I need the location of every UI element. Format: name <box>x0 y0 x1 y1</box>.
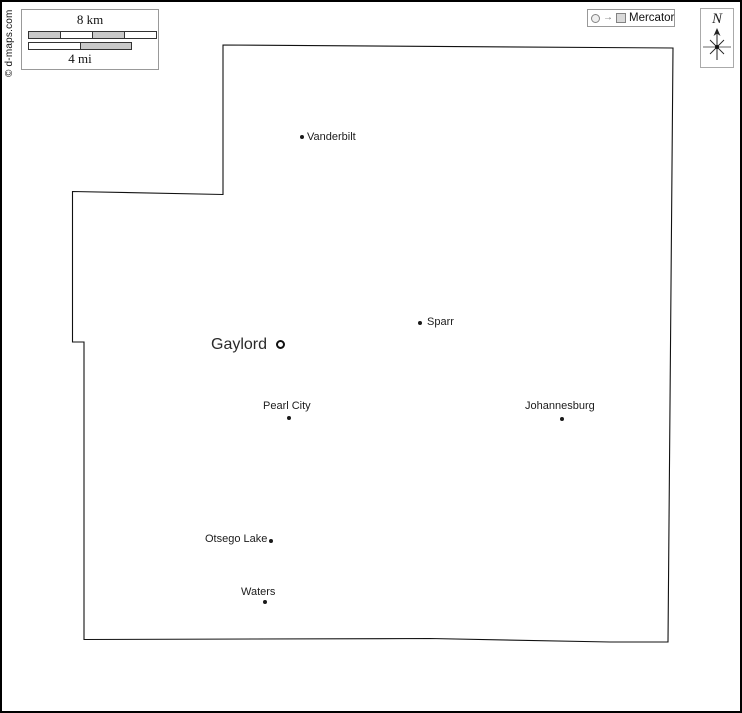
place-marker-johannesburg <box>560 417 564 421</box>
county-boundary-outline <box>2 2 740 711</box>
scale-km-label: 8 km <box>76 12 104 27</box>
compass-star-icon <box>702 27 732 63</box>
place-label-johannesburg: Johannesburg <box>525 400 595 412</box>
attribution-text: © d-maps.com <box>4 9 15 77</box>
globe-circle-icon <box>591 14 600 23</box>
scale-bar-km <box>28 31 157 39</box>
place-marker-waters <box>263 600 267 604</box>
scale-segment <box>124 32 156 38</box>
projection-box <box>587 9 675 27</box>
scale-mi-label: 4 mi <box>68 51 92 66</box>
flat-map-square-icon <box>616 13 626 23</box>
projection-label: Mercator <box>629 12 675 24</box>
place-marker-vanderbilt <box>300 135 304 139</box>
scale-segment <box>60 32 92 38</box>
place-marker-sparr <box>418 321 422 325</box>
place-label-vanderbilt: Vanderbilt <box>307 131 356 143</box>
compass-box <box>700 8 734 68</box>
scale-bar-box <box>21 9 159 70</box>
scale-bar-mi <box>28 42 132 50</box>
place-marker-otsego-lake <box>269 539 273 543</box>
county-seat-marker-gaylord <box>276 340 285 349</box>
compass-north-label: N <box>711 11 722 27</box>
place-label-pearl-city: Pearl City <box>263 400 311 412</box>
scale-segment <box>29 43 80 49</box>
place-label-sparr: Sparr <box>427 316 454 328</box>
place-label-otsego-lake: Otsego Lake <box>205 533 268 545</box>
scale-segment <box>92 32 124 38</box>
place-label-waters: Waters <box>241 586 276 598</box>
place-label-gaylord: Gaylord <box>211 336 268 353</box>
arrow-right-icon: → <box>603 12 613 23</box>
scale-segment <box>29 32 60 38</box>
place-marker-pearl-city <box>287 416 291 420</box>
scale-segment <box>80 43 132 49</box>
